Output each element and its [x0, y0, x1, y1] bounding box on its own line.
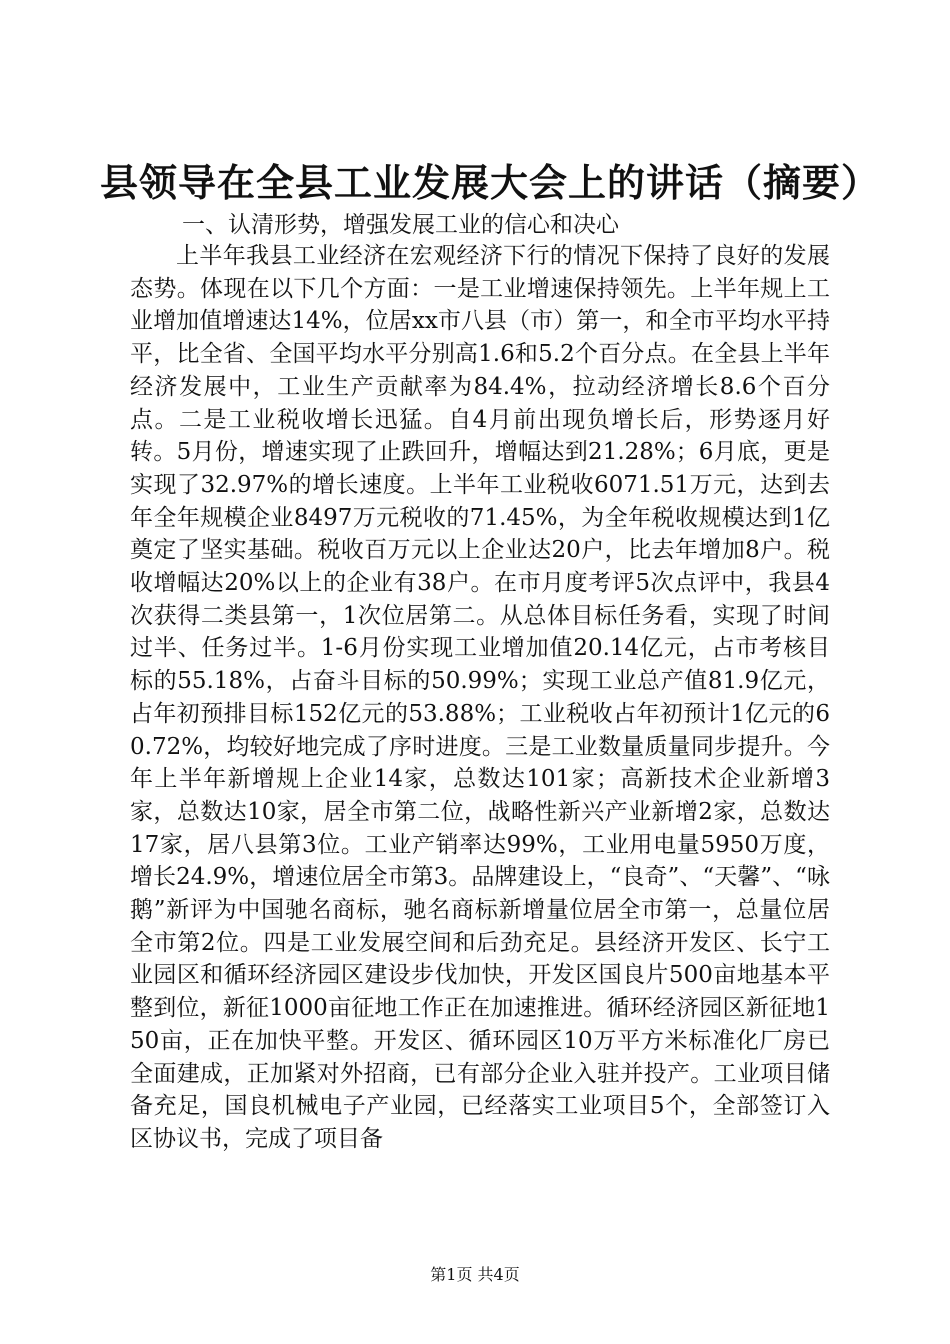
- body-paragraph: 上半年我县工业经济在宏观经济下行的情况下保持了良好的发展态势。体现在以下几个方面：一是工业增速保持领先。上半年规上工业增加值增速达14%，位居xx市八县（市）第一，和全市平均水平持平，比全省、全国平均水平分别高1.6和5.2个百分点。在全县上半年经济发展中，工业生产贡献率为84.4%，拉动经济增长8.6个百分点。二是工业税收增长迅猛。自4月前出现负增长后，形势逐月好转。5月份，增速实现了止跌回升，增幅达到21.28%；6月底，更是实现了32.97%的增长速度。上半年工业税收6071.51万元，达到去年全年规模企业8497万元税收的71.45%，为全年税收规模达到1亿奠定了坚实基础。税收百万元以上企业达20户，比去年增加8户。税收增幅达20%以上的企业有38户。在市月度考评5次点评中，我县4次获得二类县第一，1次位居第二。从总体目标任务看，实现了时间过半、任务过半。1-6月份实现工业增加值20.14亿元，占市考核目标的55.18%，占奋斗目标的50.99%；实现工业总产值81.9亿元，占年初预排目标152亿元的53.88%；工业税收占年初预计1亿元的60.72%，均较好地完成了序时进度。三是工业数量质量同步提升。今年上半年新增规上企业14家，总数达101家；高新技术企业新增3家，总数达10家，居全市第二位，战略性新兴产业新增2家，总数达17家，居八县第3位。工业产销率达99%，工业用电量5950万度，增长24.9%，增速位居全市第3。品牌建设上，“良奇”、“天馨”、“咏鹅”新评为中国驰名商标，驰名商标新增量位居全市第一，总量位居全市第2位。四是工业发展空间和后劲充足。县经济开发区、长宁工业园区和循环经济园区建设步伐加快，开发区国良片500亩地基本平整到位，新征1000亩征地工作正在加速推进。循环经济园区新征地150亩，正在加快平整。开发区、循环园区10万平方米标准化厂房已全面建成，正加紧对外招商，已有部分企业入驻并投产。工业项目储备充足，国良机械电子产业园，已经落实工业项目5个，全部签订入区协议书，完成了项目备: [130, 243, 830, 1152]
- section-heading: 一、认清形势，增强发展工业的信心和决心: [182, 212, 619, 238]
- document-title: 县领导在全县工业发展大会上的讲话（摘要）: [100, 161, 881, 205]
- page-footer: 第1页 共4页: [430, 1265, 520, 1284]
